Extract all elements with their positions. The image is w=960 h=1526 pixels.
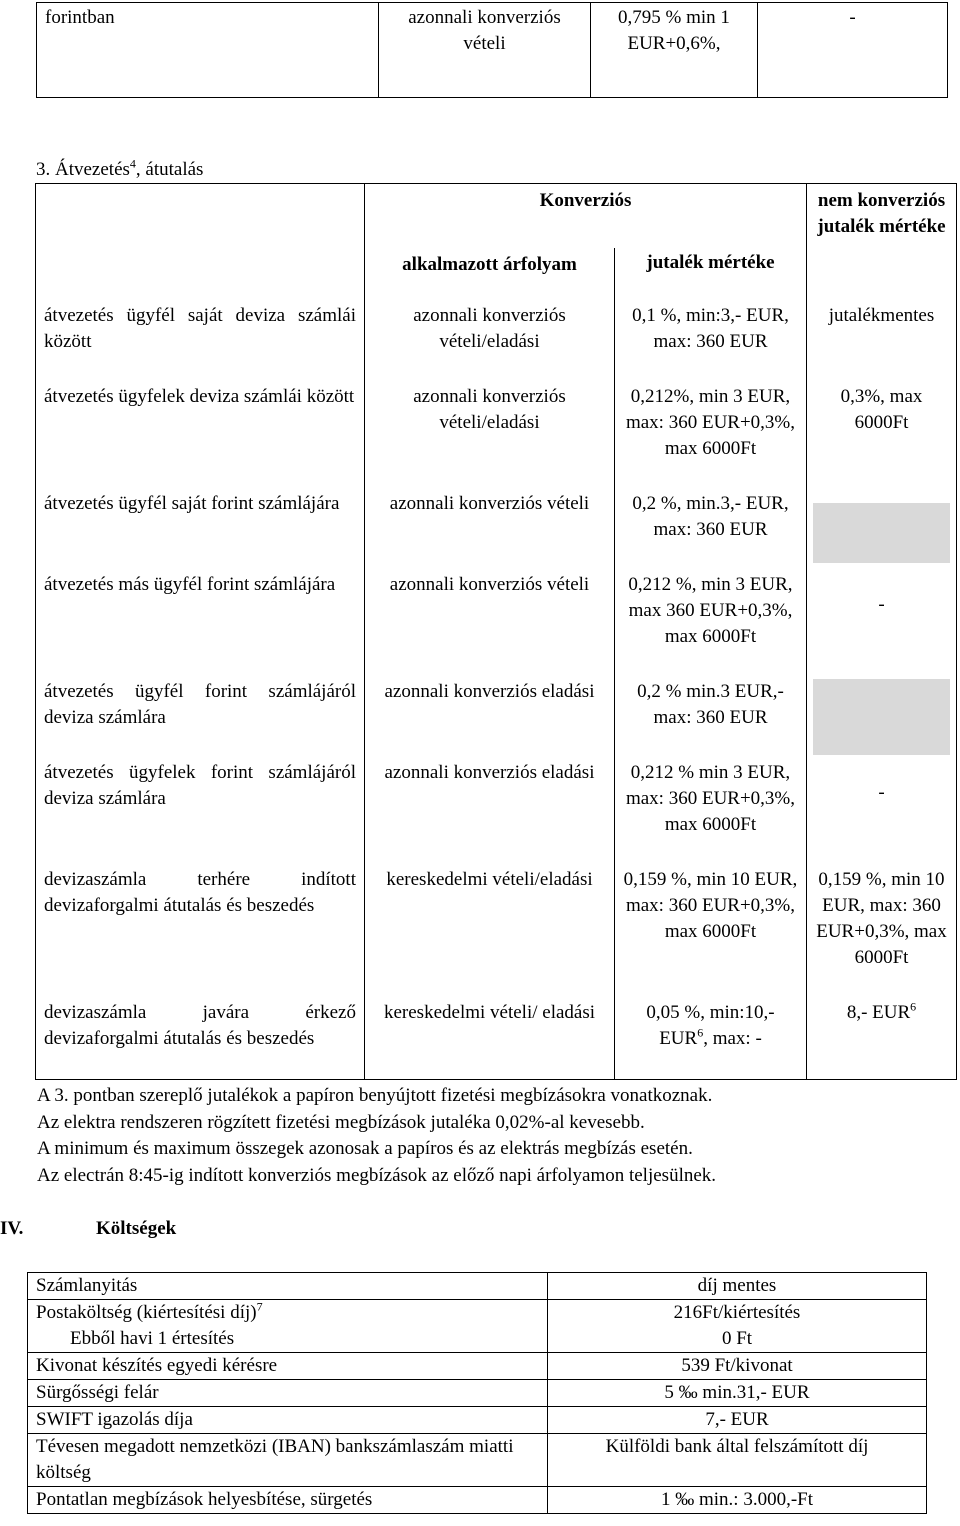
nonconv-fee-cell: -	[849, 7, 856, 28]
row-fee: 0,1 %, min:3,- EUR, max: 360 EUR	[615, 303, 807, 384]
table-row	[28, 1487, 927, 1514]
table-row	[37, 3, 948, 98]
row-rate: azonnali konverziós eladási	[365, 679, 615, 760]
row-rate: azonnali konverziós vételi/eladási	[365, 303, 615, 384]
row-fee: 0,212 %, min 3 EUR, max 360 EUR+0,3%, max 6000Ft	[615, 572, 807, 679]
table-row	[28, 1380, 927, 1407]
row-label: átvezetés ügyfél saját forint számlájára	[36, 491, 365, 572]
row-rate: kereskedelmi vételi/ eladási	[365, 1000, 615, 1080]
cost-label: Sürgősségi felár	[28, 1380, 548, 1407]
section-title-text: 3. Átvezetés	[36, 159, 130, 180]
row-nonconv-fee: 0,3%, max 6000Ft	[840, 385, 923, 433]
row-label: átvezetés ügyfelek forint számlájáról deviza számlára	[36, 760, 365, 867]
row-fee: 0,159 %, min 10 EUR, max: 360 EUR+0,3%, max 6000Ft	[615, 867, 807, 1000]
fee-cell: 0,795 % min 1 EUR+0,6%,	[591, 3, 758, 98]
row-label: átvezetés ügyfél forint számlájáról deviza számlára	[36, 679, 365, 760]
jutalek-header: jutalék mértéke	[615, 248, 807, 303]
note-line: A 3. pontban szereplő jutalékok a papíron benyújtott fizetési megbízásokra vonatkoznak.	[37, 1085, 713, 1106]
row-nonconv-fee	[807, 679, 957, 760]
row-fee: 0,2 % min.3 EUR,- max: 360 EUR	[615, 679, 807, 760]
nem-konverzios-header: nem konverziós jutalék mértéke	[817, 190, 946, 237]
fee-text: 8,- EUR	[846, 1001, 911, 1023]
cost-value: 5 ‰ min.31,- EUR	[548, 1380, 927, 1407]
cost-label: Tévesen megadott nemzetközi (IBAN) bankszámlaszám miatti költség	[28, 1434, 548, 1487]
row-fee: 0,212 % min 3 EUR, max: 360 EUR+0,3%, max 6000Ft	[615, 760, 807, 867]
table-row	[28, 1353, 927, 1380]
table-row	[36, 384, 957, 491]
empty-header-cell	[36, 184, 365, 303]
row-nonconv-fee: jutalékmentes	[828, 304, 935, 326]
table-row	[36, 867, 957, 1000]
konverzios-header: Konverziós	[365, 184, 807, 248]
section-title-text-suffix: , átutalás	[135, 159, 204, 180]
cost-value: 1 ‰ min.: 3.000,-Ft	[548, 1487, 927, 1514]
note-line: Az elektra rendszeren rögzített fizetési megbízások jutaléka 0,02%-al kevesebb.	[37, 1111, 645, 1133]
row-label: átvezetés ügyfelek deviza számlái között	[36, 384, 365, 491]
row-rate: kereskedelmi vételi/eladási	[365, 867, 615, 1000]
table-row	[28, 1407, 927, 1434]
section-title: Költségek	[96, 1218, 177, 1239]
cost-value: Külföldi bank által felszámított díj	[548, 1434, 927, 1487]
table-row	[36, 491, 957, 572]
cost-table	[27, 1272, 927, 1514]
row-nonconv-fee: -	[878, 593, 885, 615]
row-fee: 0,2 %, min.3,- EUR, max: 360 EUR	[615, 491, 807, 572]
footnote-ref: 6	[910, 999, 917, 1014]
row-fee: 0,212%, min 3 EUR, max: 360 EUR+0,3%, max 6000Ft	[615, 384, 807, 491]
row-rate: azonnali konverziós vételi/eladási	[365, 384, 615, 491]
row-rate: azonnali konverziós vételi	[365, 572, 615, 679]
table-row	[28, 1273, 927, 1300]
transfer-fee-table	[35, 183, 957, 1080]
rate-cell: azonnali konverziós vételi	[379, 3, 591, 98]
notes-block	[37, 1083, 716, 1189]
cost-label: Számlanyitás	[28, 1273, 548, 1300]
table-row	[36, 760, 957, 867]
top-fee-table	[36, 2, 948, 98]
table-row	[36, 1000, 957, 1080]
cost-value: 539 Ft/kivonat	[548, 1353, 927, 1380]
row-rate: azonnali konverziós vételi	[365, 491, 615, 572]
row-label: átvezetés ügyfél saját deviza számlái között	[36, 303, 365, 384]
note-line: A minimum és maximum összegek azonosak a papíros és az elektrás megbízás esetén.	[37, 1138, 693, 1159]
cost-sub-label: Ebből havi 1 értesítés	[70, 1328, 235, 1349]
fee-text-suffix: , max: -	[703, 1027, 762, 1049]
cost-label	[28, 1300, 548, 1353]
cost-label-text: Postaköltség (kiértesítési díj)	[36, 1302, 257, 1323]
cost-label: Pontatlan megbízások helyesbítése, sürgetés	[28, 1487, 548, 1514]
footnote-ref: 6	[697, 1025, 704, 1040]
cost-sub-value: 0 Ft	[721, 1328, 753, 1349]
row-rate: azonnali konverziós eladási	[365, 760, 615, 867]
cost-label: Kivonat készítés egyedi kérésre	[28, 1353, 548, 1380]
currency-cell: forintban	[37, 3, 379, 98]
cost-value: 7,- EUR	[548, 1407, 927, 1434]
row-nonconv-fee	[807, 491, 957, 572]
footnote-ref: 7	[256, 1299, 263, 1314]
section-number: IV.	[0, 1218, 24, 1239]
row-nonconv-fee: 0,159 %, min 10 EUR, max: 360 EUR+0,3%, max 6000Ft	[816, 868, 947, 968]
table-row	[36, 679, 957, 760]
row-nonconv-fee	[807, 1000, 957, 1080]
footnote-ref: 4	[129, 156, 136, 171]
row-label: devizaszámla javára érkező devizaforgalmi átutalás és beszedés	[36, 1000, 365, 1080]
cost-label: SWIFT igazolás díja	[28, 1407, 548, 1434]
row-label: devizaszámla terhére indított devizaforgalmi átutalás és beszedés	[36, 867, 365, 1000]
table-row	[28, 1434, 927, 1487]
grey-shaded-cell	[813, 503, 950, 563]
cost-value-text: 216Ft/kiértesítés	[673, 1302, 801, 1323]
arfolyam-header: alkalmazott árfolyam	[365, 248, 615, 303]
row-nonconv-fee: -	[878, 781, 885, 803]
cost-value	[548, 1300, 927, 1353]
fee-text: 0,05 %, min:10,- EUR	[646, 1001, 775, 1049]
table-row	[28, 1300, 927, 1353]
table-row	[36, 303, 957, 384]
row-label: átvezetés más ügyfél forint számlájára	[36, 572, 365, 679]
cost-value: díj mentes	[548, 1273, 927, 1300]
section-title	[36, 157, 203, 183]
grey-shaded-cell	[813, 679, 950, 755]
note-line: Az electrán 8:45-ig indított konverziós megbízások az előző napi árfolyamon teljesülnek.	[37, 1164, 717, 1186]
row-fee	[615, 1000, 807, 1080]
table-header-row	[36, 184, 957, 248]
table-row	[36, 572, 957, 679]
